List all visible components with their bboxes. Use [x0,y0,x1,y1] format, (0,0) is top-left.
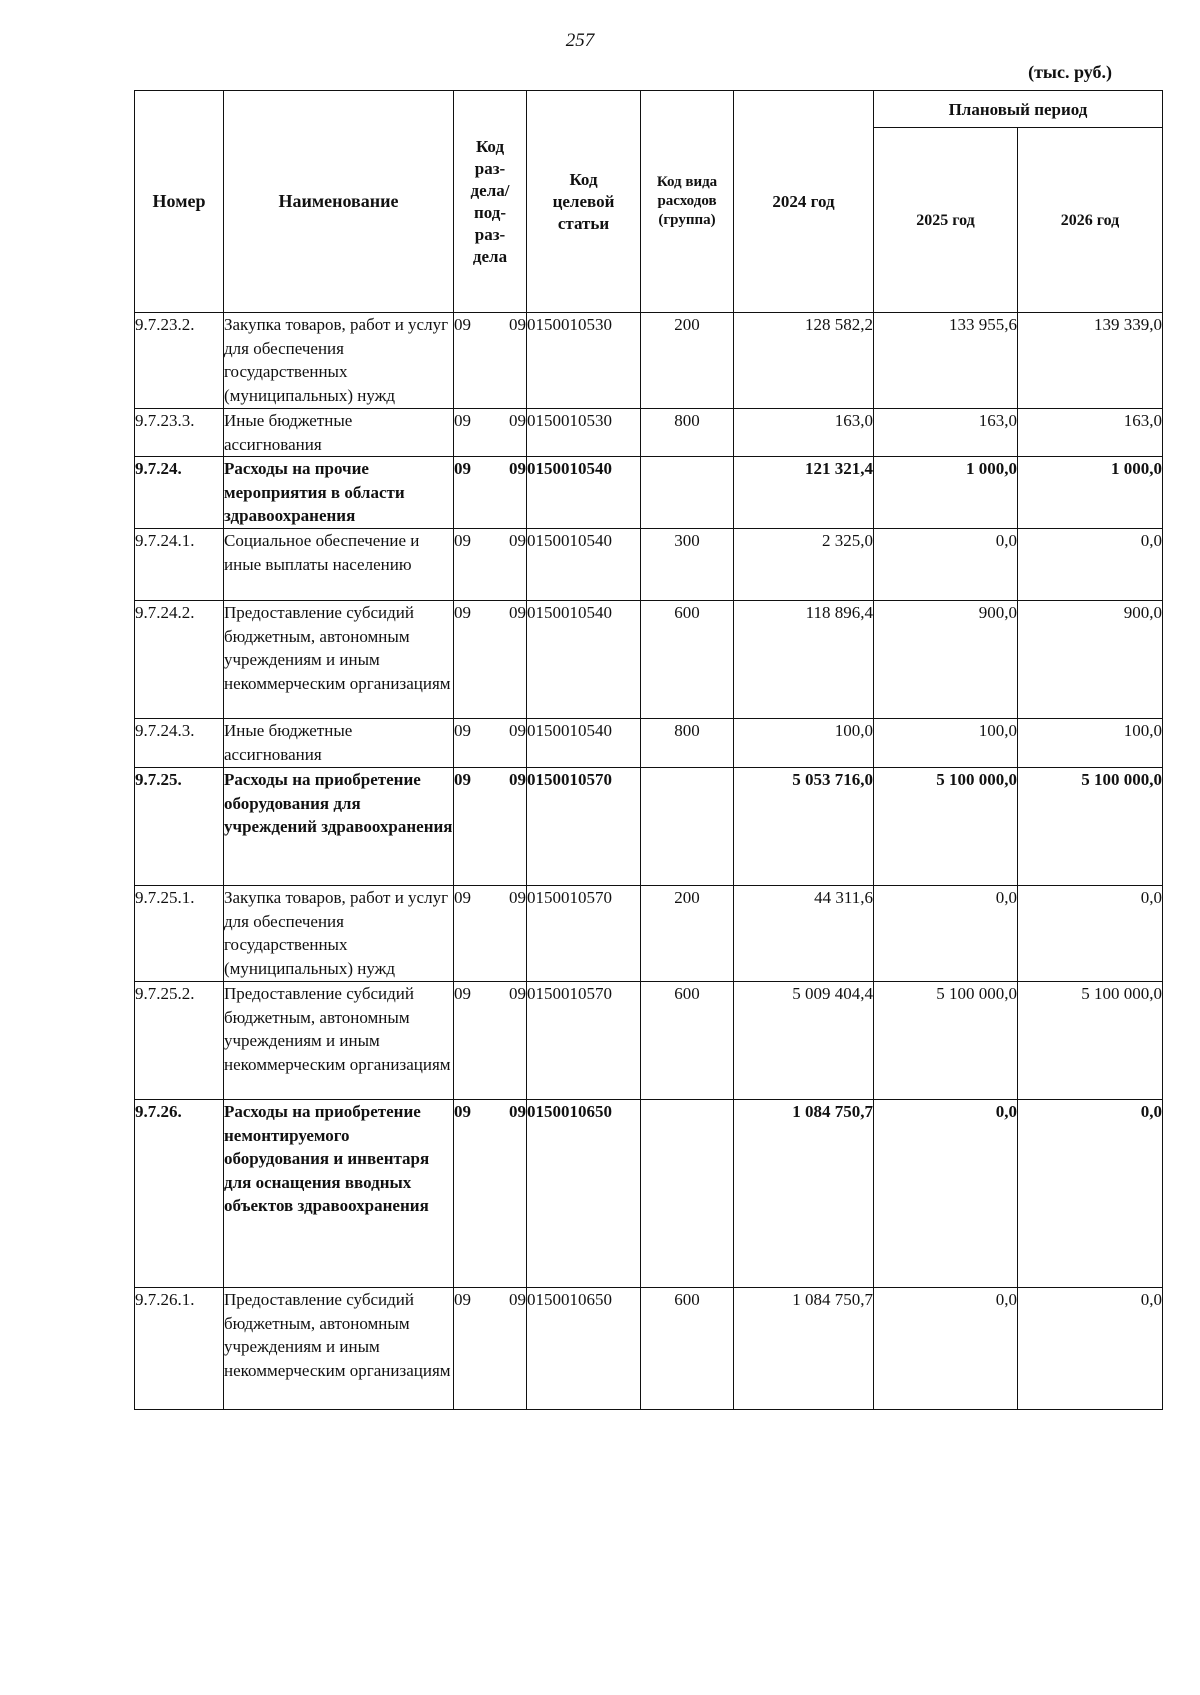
row-expense-type: 200 [641,886,734,982]
row-amount-2026: 100,0 [1018,719,1163,768]
row-target-code: 0150010540 [527,529,641,601]
row-target-code: 0150010570 [527,768,641,886]
row-number: 9.7.26.1. [135,1288,224,1410]
row-section: 09 [454,531,471,550]
table-row [135,982,1163,1100]
row-amount-2026: 1 000,0 [1018,457,1163,529]
row-expense-type: 800 [641,409,734,457]
header-type-line: расходов [657,193,717,209]
header-section-line: Код [475,136,505,156]
row-number: 9.7.24.2. [135,601,224,719]
header-target-code [527,91,641,313]
row-name: Предоставление субсидий бюджетным, автономным учреждениям и иным некоммерческим организациям [224,601,454,719]
header-section-line: раз- [474,158,506,178]
row-amount-2024: 100,0 [734,719,874,768]
row-amount-2024: 5 053 716,0 [734,768,874,886]
row-name: Иные бюджетные ассигнования [224,409,454,457]
row-subsection: 09 [509,315,526,334]
row-section-code [454,768,527,886]
row-amount-2024: 163,0 [734,409,874,457]
row-section-code [454,1288,527,1410]
row-amount-2025: 0,0 [874,886,1018,982]
header-target-line: Код [569,169,598,189]
row-expense-type: 200 [641,313,734,409]
row-target-code: 0150010570 [527,886,641,982]
row-amount-2025: 100,0 [874,719,1018,768]
row-amount-2025: 5 100 000,0 [874,768,1018,886]
header-name: Наименование [224,91,454,313]
header-row [135,91,1163,128]
header-target-line: целевой [552,191,615,211]
row-section: 09 [454,770,471,789]
budget-table [134,90,1163,1410]
row-target-code: 0150010540 [527,719,641,768]
row-number: 9.7.24.3. [135,719,224,768]
header-section-line: дела [472,246,508,266]
row-amount-2025: 1 000,0 [874,457,1018,529]
row-number: 9.7.23.2. [135,313,224,409]
header-section-line: дела/ [470,180,510,200]
header-section-line: раз- [474,224,506,244]
table-row [135,457,1163,529]
row-amount-2026: 0,0 [1018,1288,1163,1410]
row-section-code [454,457,527,529]
row-section: 09 [454,721,471,740]
row-amount-2026: 139 339,0 [1018,313,1163,409]
row-target-code: 0150010650 [527,1288,641,1410]
row-target-code: 0150010570 [527,982,641,1100]
row-amount-2024: 44 311,6 [734,886,874,982]
header-planned-period: Плановый период [874,91,1163,128]
row-amount-2025: 0,0 [874,1288,1018,1410]
row-number: 9.7.26. [135,1100,224,1288]
row-amount-2026: 0,0 [1018,886,1163,982]
row-number: 9.7.25. [135,768,224,886]
row-target-code: 0150010650 [527,1100,641,1288]
row-section: 09 [454,603,471,622]
row-section-code [454,601,527,719]
row-expense-type: 300 [641,529,734,601]
row-expense-type [641,457,734,529]
row-section: 09 [454,411,471,430]
row-section: 09 [454,315,471,334]
header-year-2026: 2026 год [1018,128,1163,313]
table-row [135,529,1163,601]
table-row [135,768,1163,886]
row-number: 9.7.25.1. [135,886,224,982]
row-expense-type [641,1100,734,1288]
row-number: 9.7.24. [135,457,224,529]
header-expense-type [641,91,734,313]
row-section-code [454,409,527,457]
table-row [135,1288,1163,1410]
row-number: 9.7.24.1. [135,529,224,601]
row-amount-2025: 900,0 [874,601,1018,719]
row-amount-2024: 1 084 750,7 [734,1288,874,1410]
row-amount-2026: 163,0 [1018,409,1163,457]
row-target-code: 0150010540 [527,457,641,529]
table-body [135,313,1163,1410]
row-amount-2024: 118 896,4 [734,601,874,719]
row-amount-2025: 133 955,6 [874,313,1018,409]
row-amount-2026: 0,0 [1018,529,1163,601]
row-amount-2025: 0,0 [874,1100,1018,1288]
row-name: Социальное обеспечение и иные выплаты населению [224,529,454,601]
row-expense-type: 800 [641,719,734,768]
row-amount-2024: 128 582,2 [734,313,874,409]
row-target-code: 0150010540 [527,601,641,719]
row-amount-2025: 5 100 000,0 [874,982,1018,1100]
header-section-code [454,91,527,313]
row-subsection: 09 [509,984,526,1003]
row-section: 09 [454,1290,471,1309]
row-section: 09 [454,888,471,907]
row-section: 09 [454,1102,471,1121]
row-section-code [454,982,527,1100]
table-row [135,409,1163,457]
row-name: Иные бюджетные ассигнования [224,719,454,768]
table-row [135,1100,1163,1288]
table-row [135,719,1163,768]
table-row [135,886,1163,982]
row-amount-2026: 0,0 [1018,1100,1163,1288]
row-amount-2026: 5 100 000,0 [1018,768,1163,886]
row-name: Расходы на приобретение немонтируемого оборудования и инвентаря для оснащения вводных объектов здравоохранения [224,1100,454,1288]
row-expense-type: 600 [641,601,734,719]
header-section-line: под- [473,202,507,222]
row-amount-2024: 2 325,0 [734,529,874,601]
row-section: 09 [454,984,471,1003]
row-section: 09 [454,459,471,478]
row-amount-2026: 5 100 000,0 [1018,982,1163,1100]
row-section-code [454,313,527,409]
row-section-code [454,1100,527,1288]
row-number: 9.7.25.2. [135,982,224,1100]
row-expense-type: 600 [641,1288,734,1410]
row-subsection: 09 [509,459,526,478]
row-name: Предоставление субсидий бюджетным, автономным учреждениям и иным некоммерческим организациям [224,1288,454,1410]
table-row [135,601,1163,719]
row-amount-2024: 121 321,4 [734,457,874,529]
table-row [135,313,1163,409]
header-year-2025: 2025 год [874,128,1018,313]
row-section-code [454,719,527,768]
row-subsection: 09 [509,721,526,740]
row-amount-2024: 1 084 750,7 [734,1100,874,1288]
row-subsection: 09 [509,603,526,622]
row-target-code: 0150010530 [527,409,641,457]
row-amount-2025: 0,0 [874,529,1018,601]
header-year-2024: 2024 год [734,91,874,313]
row-expense-type [641,768,734,886]
row-subsection: 09 [509,888,526,907]
row-expense-type: 600 [641,982,734,1100]
row-subsection: 09 [509,531,526,550]
row-section-code [454,886,527,982]
header-type-line: (группа) [658,212,716,228]
row-subsection: 09 [509,411,526,430]
row-number: 9.7.23.3. [135,409,224,457]
row-name: Закупка товаров, работ и услуг для обеспечения государственных (муниципальных) нужд [224,886,454,982]
row-target-code: 0150010530 [527,313,641,409]
row-subsection: 09 [509,770,526,789]
header-type-line: Код вида [656,174,718,190]
row-amount-2024: 5 009 404,4 [734,982,874,1100]
row-section-code [454,529,527,601]
row-name: Расходы на прочие мероприятия в области здравоохранения [224,457,454,529]
row-name: Закупка товаров, работ и услуг для обеспечения государственных (муниципальных) нужд [224,313,454,409]
row-amount-2026: 900,0 [1018,601,1163,719]
row-name: Предоставление субсидий бюджетным, автономным учреждениям и иным некоммерческим организациям [224,982,454,1100]
units-label: (тыс. руб.) [1028,62,1112,82]
row-subsection: 09 [509,1290,526,1309]
row-name: Расходы на приобретение оборудования для учреждений здравоохранения [224,768,454,886]
header-number: Номер [135,91,224,313]
page-number: 257 [565,30,595,51]
header-target-line: статьи [557,213,610,233]
row-subsection: 09 [509,1102,526,1121]
row-amount-2025: 163,0 [874,409,1018,457]
